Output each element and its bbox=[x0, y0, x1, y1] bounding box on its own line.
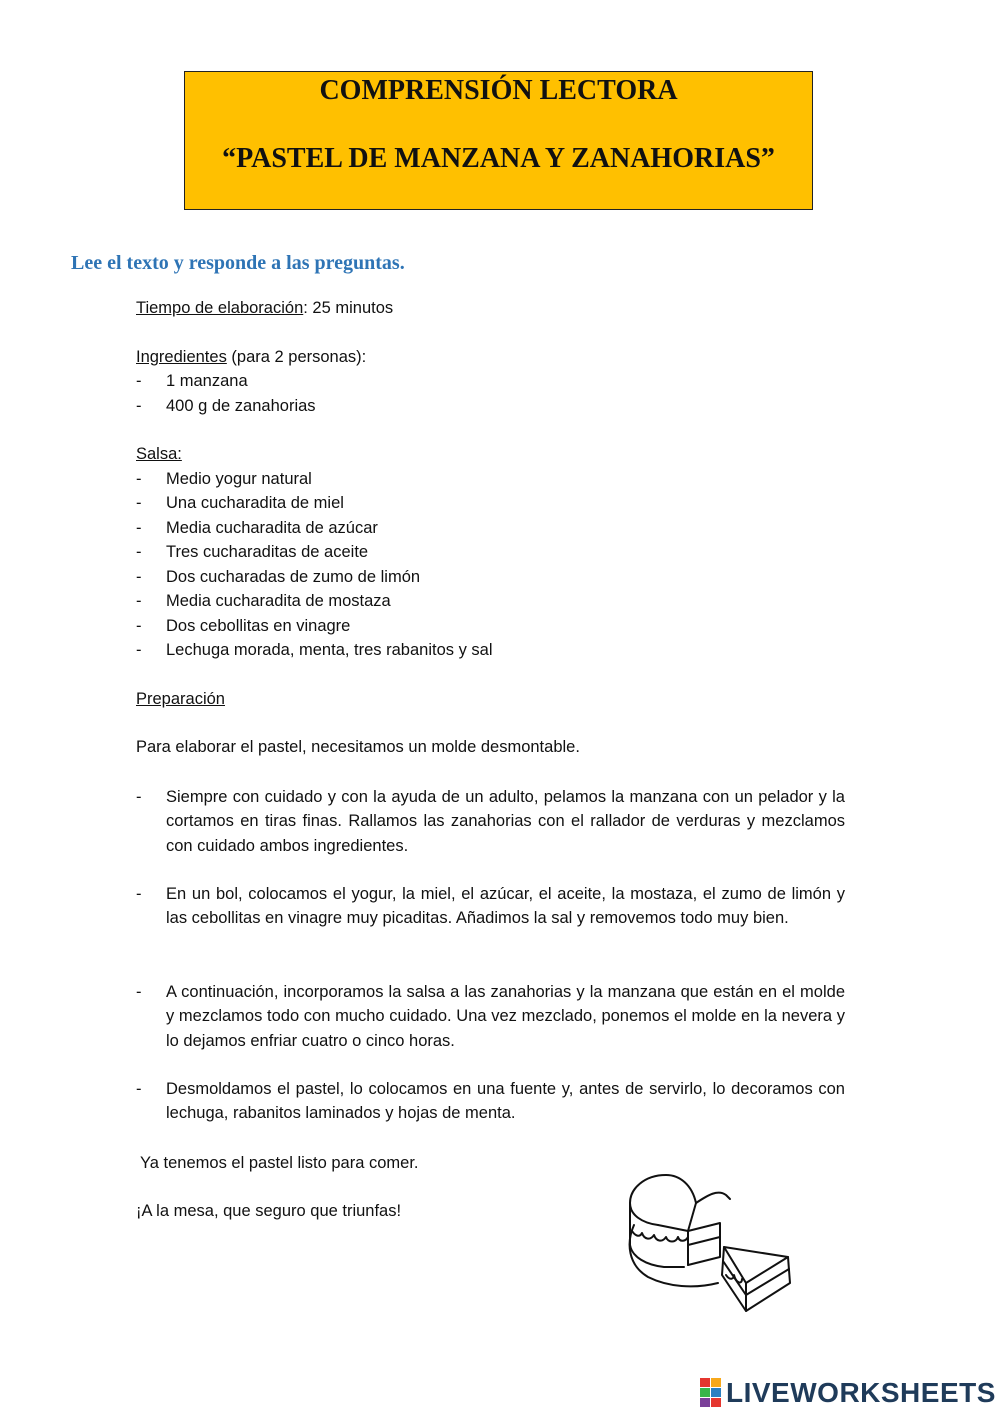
ingredients-label: Ingredientes bbox=[136, 348, 227, 366]
time-label: Tiempo de elaboración bbox=[136, 299, 304, 317]
ingredients-note: (para 2 personas): bbox=[226, 348, 367, 366]
cake-illustration bbox=[622, 1165, 794, 1317]
brand-logo-icon bbox=[700, 1378, 722, 1408]
ingredients-heading bbox=[136, 346, 366, 368]
sauce-heading bbox=[136, 443, 182, 465]
time-line bbox=[136, 297, 393, 319]
preparation-intro: Para elaborar el pastel, necesitamos un molde desmontable. bbox=[136, 738, 580, 756]
title-box bbox=[184, 71, 813, 210]
instruction-heading: Lee el texto y responde a las preguntas. bbox=[71, 252, 405, 274]
time-value: : 25 minutos bbox=[303, 299, 394, 317]
title-line-2: “PASTEL DE MANZANA Y ZANAHORIAS” bbox=[222, 143, 775, 174]
title-line-1: COMPRENSIÓN LECTORA bbox=[319, 75, 678, 106]
sauce-label: Salsa: bbox=[136, 445, 182, 463]
closing-line-2: ¡A la mesa, que seguro que triunfas! bbox=[136, 1202, 402, 1220]
brand-text: LIVEWORKSHEETS bbox=[726, 1377, 996, 1408]
brand-footer bbox=[700, 1376, 996, 1410]
preparation-label: Preparación bbox=[136, 690, 225, 708]
preparation-heading bbox=[136, 688, 225, 710]
closing-line-1: Ya tenemos el pastel listo para comer. bbox=[140, 1154, 419, 1172]
